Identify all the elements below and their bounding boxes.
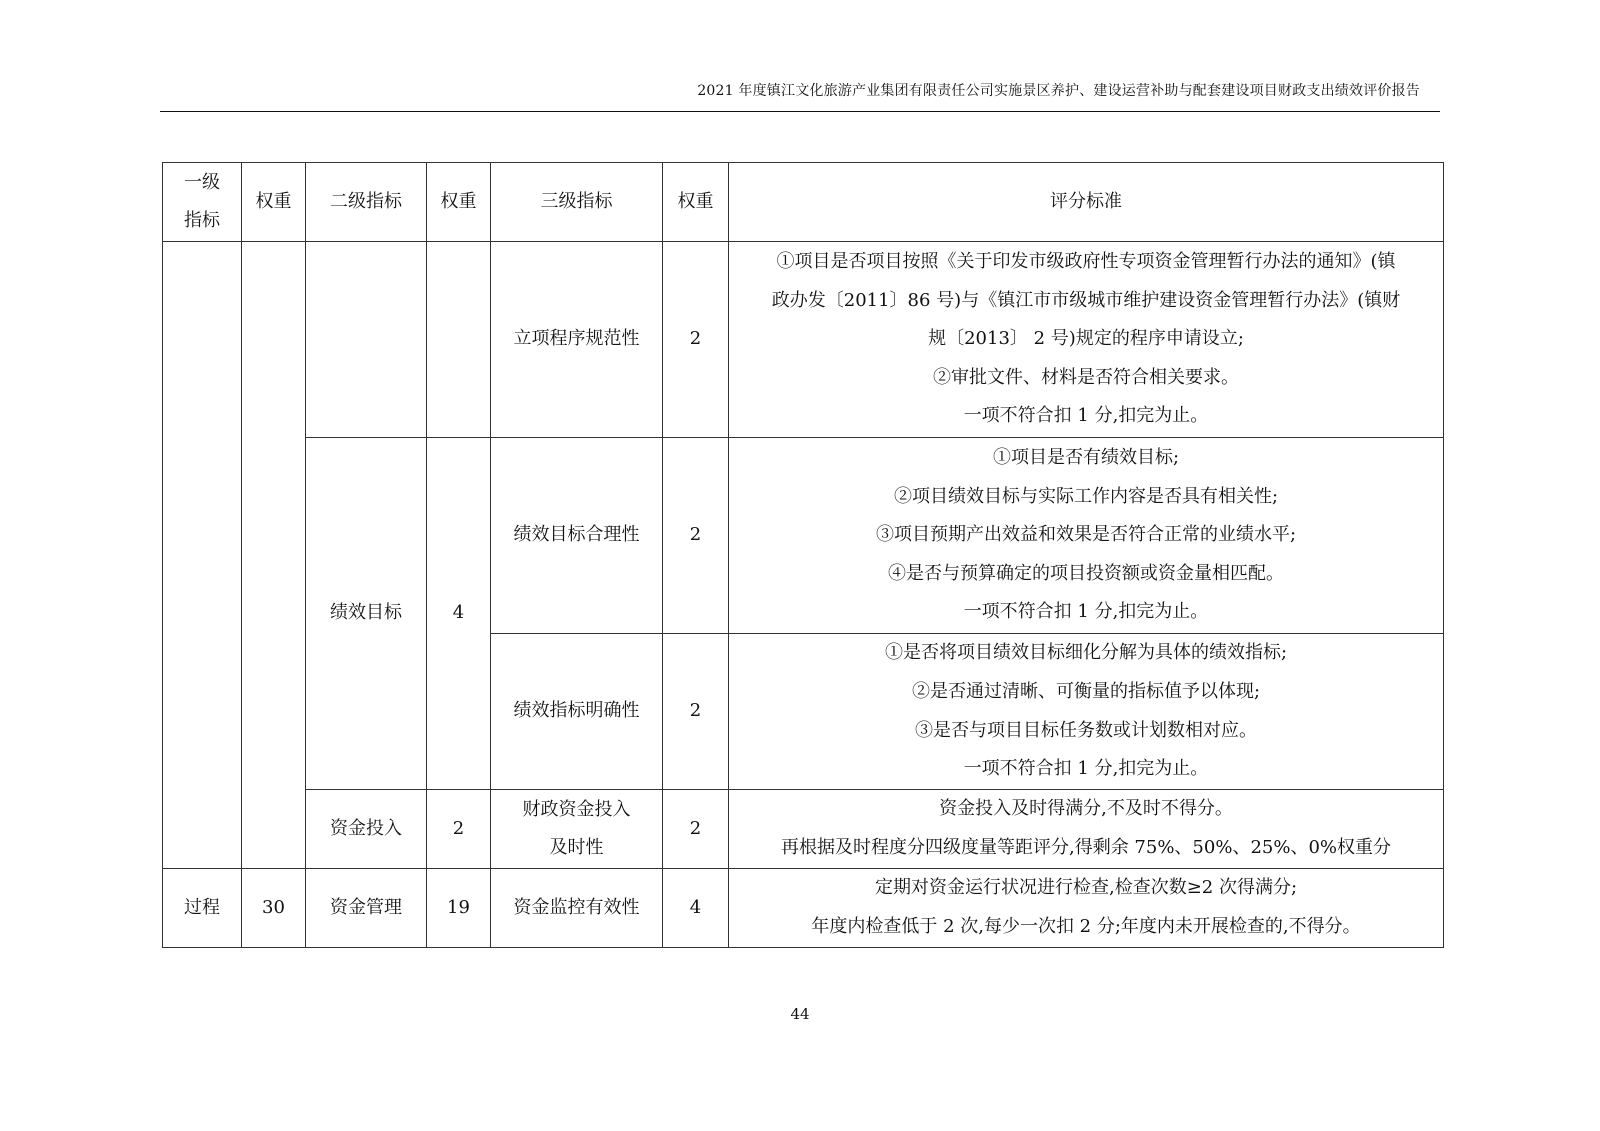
level3-cell: 立项程序规范性 <box>491 242 663 438</box>
weight1-cell: 30 <box>242 869 306 948</box>
weight3-cell: 2 <box>663 790 729 869</box>
criteria-line: ②审批文件、材料是否符合相关要求。 <box>933 366 1239 388</box>
level2-cell: 绩效目标 <box>306 438 427 790</box>
page-number: 44 <box>790 1005 810 1023</box>
level3-cell: 绩效目标合理性 <box>491 438 663 634</box>
criteria-cell <box>729 790 1444 869</box>
header-level2: 二级指标 <box>306 163 427 242</box>
header-level1-line2: 指标 <box>184 210 220 231</box>
criteria-line: ②是否通过清晰、可衡量的指标值予以体现; <box>911 680 1261 702</box>
table-row <box>163 869 1444 948</box>
table-header-row <box>163 163 1444 242</box>
running-header-title: 2021 年度镇江文化旅游产业集团有限责任公司实施景区养护、建设运营补助与配套建设项目财政支出绩效评价报告 <box>697 83 1420 99</box>
weight2-cell: 2 <box>427 790 491 869</box>
criteria-line: 一项不符合扣 1 分,扣完为止。 <box>963 601 1209 623</box>
criteria-line: ②项目绩效目标与实际工作内容是否具有相关性; <box>893 485 1279 507</box>
header-level1 <box>163 163 242 242</box>
level3-line2: 及时性 <box>549 837 604 858</box>
weight2-cell-empty <box>427 242 491 438</box>
criteria-line: 年度内检查低于 2 次,每少一次扣 2 分;年度内未开展检查的,不得分。 <box>811 916 1361 937</box>
criteria-cell <box>729 634 1444 790</box>
header-rule <box>160 111 1440 112</box>
header-weight1: 权重 <box>242 163 306 242</box>
criteria-cell <box>729 242 1444 438</box>
header-criteria: 评分标准 <box>729 163 1444 242</box>
level2-cell: 资金管理 <box>306 869 427 948</box>
level2-cell-empty <box>306 242 427 438</box>
level2-cell: 资金投入 <box>306 790 427 869</box>
level3-line1: 财政资金投入 <box>522 799 631 820</box>
level3-cell: 资金监控有效性 <box>491 869 663 948</box>
weight3-cell: 2 <box>663 634 729 790</box>
level1-cell-empty <box>163 242 242 869</box>
weight3-cell: 2 <box>663 242 729 438</box>
criteria-line: ③项目预期产出效益和效果是否符合正常的业绩水平; <box>875 524 1297 546</box>
table-row <box>163 242 1444 438</box>
header-weight3: 权重 <box>663 163 729 242</box>
weight1-cell-empty <box>242 242 306 869</box>
weight3-cell: 2 <box>663 438 729 634</box>
criteria-line: ①项目是否项目按照《关于印发市级政府性专项资金管理暂行办法的通知》(镇 <box>776 251 1396 273</box>
level3-cell: 绩效指标明确性 <box>491 634 663 790</box>
table-row <box>163 790 1444 869</box>
criteria-line: ①是否将项目绩效目标细化分解为具体的绩效指标; <box>884 642 1288 664</box>
criteria-line: ①项目是否有绩效目标; <box>992 447 1180 469</box>
criteria-cell <box>729 438 1444 634</box>
criteria-line: 政办发〔2011〕86 号)与《镇江市市级城市维护建设资金管理暂行办法》(镇财 <box>771 289 1401 311</box>
evaluation-indicator-table <box>162 162 1444 948</box>
criteria-cell <box>729 869 1444 948</box>
criteria-line: 再根据及时程度分四级度量等距评分,得剩余 75%、50%、25%、0%权重分 <box>780 837 1392 858</box>
header-level1-line1: 一级 <box>184 172 220 193</box>
weight3-cell: 4 <box>663 869 729 948</box>
criteria-line: 规〔2013〕 2 号)规定的程序申请设立; <box>928 328 1244 350</box>
weight2-cell: 4 <box>427 438 491 790</box>
criteria-line: ④是否与预算确定的项目投资额或资金量相匹配。 <box>888 562 1284 584</box>
header-level3: 三级指标 <box>491 163 663 242</box>
level1-cell: 过程 <box>163 869 242 948</box>
header-weight2: 权重 <box>427 163 491 242</box>
criteria-line: 一项不符合扣 1 分,扣完为止。 <box>963 405 1209 427</box>
table-row <box>163 438 1444 634</box>
criteria-line: ③是否与项目目标任务数或计划数相对应。 <box>915 719 1257 741</box>
level3-cell <box>491 790 663 869</box>
criteria-line: 一项不符合扣 1 分,扣完为止。 <box>963 758 1209 780</box>
criteria-line: 定期对资金运行状况进行检查,检查次数≥2 次得满分; <box>874 877 1298 899</box>
weight2-cell: 19 <box>427 869 491 948</box>
criteria-line: 资金投入及时得满分,不及时不得分。 <box>939 798 1233 820</box>
